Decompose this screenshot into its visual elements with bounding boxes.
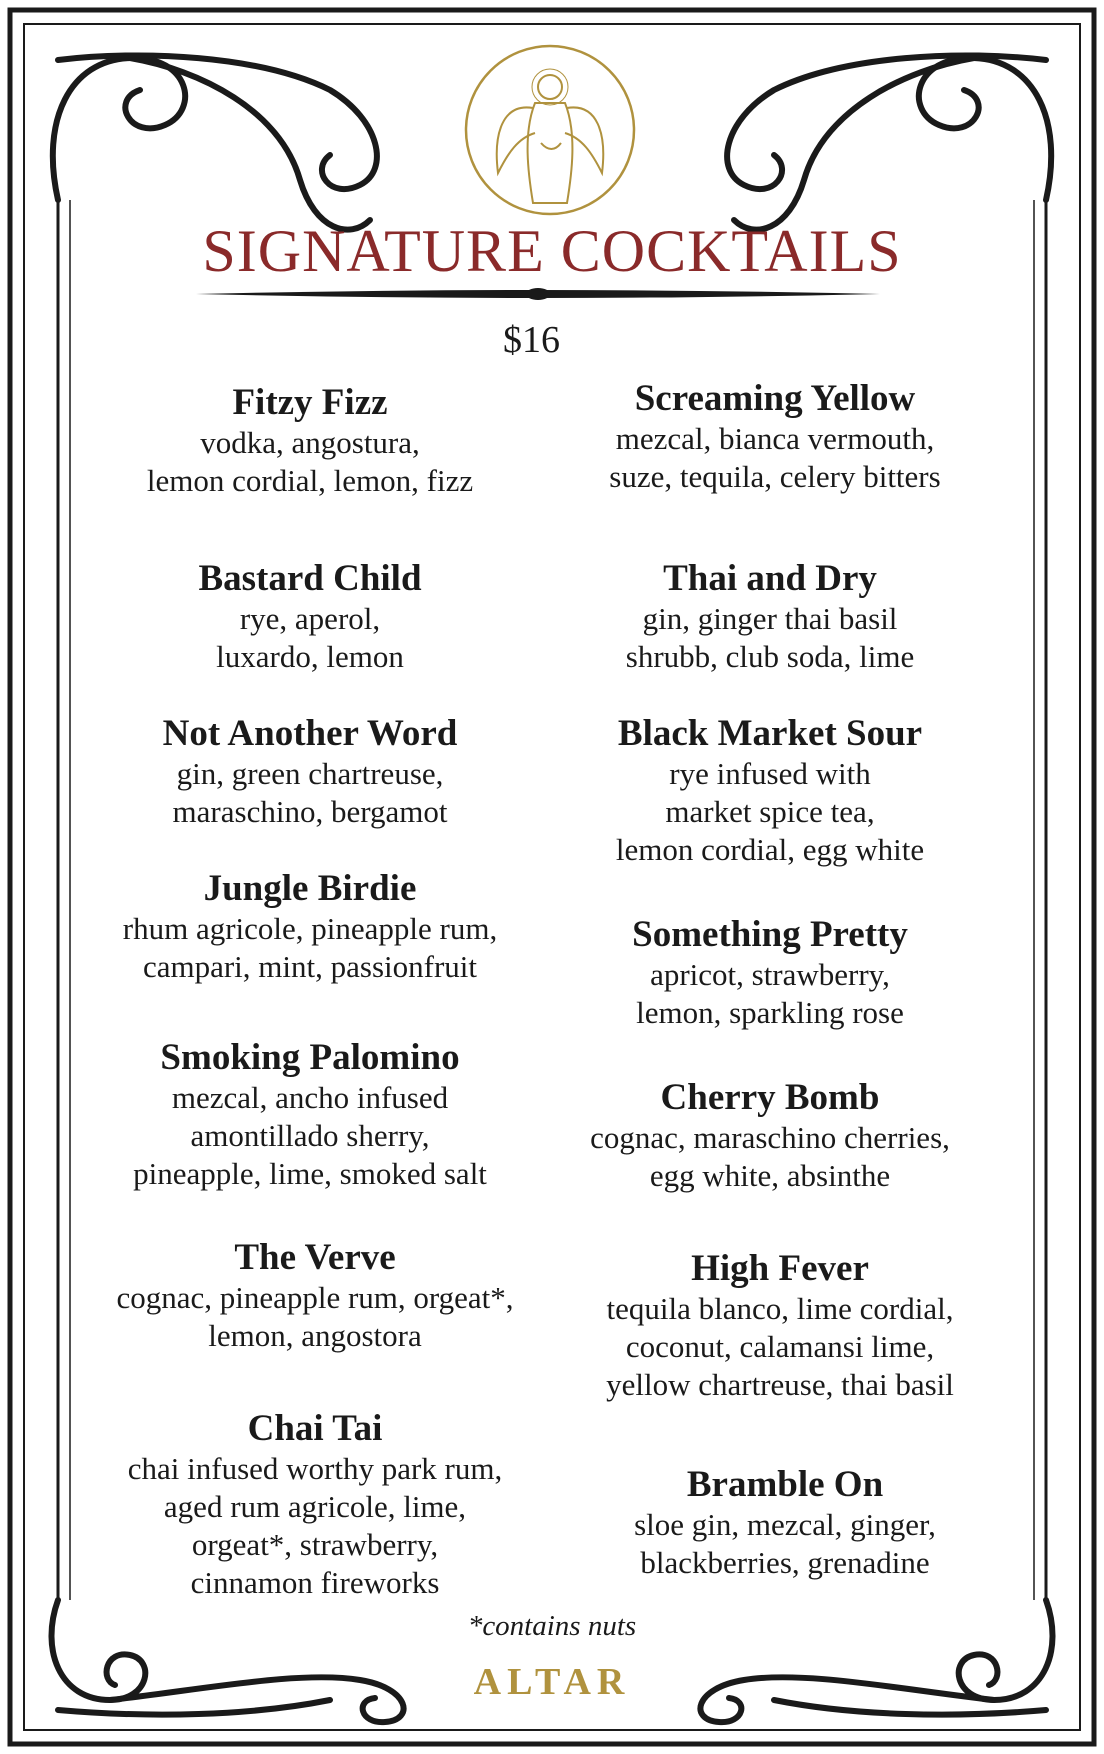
title-divider bbox=[196, 286, 880, 302]
cocktail-ingredients: apricot, strawberry, lemon, sparkling rose bbox=[636, 957, 904, 1030]
price-label: $16 bbox=[503, 319, 560, 361]
cocktail-item bbox=[110, 1037, 510, 1193]
cocktail-ingredients: rhum agricole, pineapple rum, campari, mint, passionfruit bbox=[122, 911, 498, 984]
nut-allergy-footnote: *contains nuts bbox=[467, 1610, 637, 1642]
cocktail-ingredients: gin, ginger thai basil shrubb, club soda, lime bbox=[625, 601, 915, 674]
cocktail-item bbox=[570, 914, 970, 1032]
cocktail-item bbox=[570, 713, 970, 869]
cocktail-item bbox=[570, 1248, 990, 1404]
cocktail-name: Screaming Yellow bbox=[634, 378, 916, 419]
cocktail-ingredients: rye, aperol, luxardo, lemon bbox=[216, 601, 404, 674]
cocktail-item bbox=[580, 1464, 990, 1582]
cocktail-name: Bastard Child bbox=[198, 558, 422, 599]
cocktail-ingredients: mezcal, ancho infused amontillado sherry, pineapple, lime, smoked salt bbox=[133, 1080, 487, 1191]
angel-emblem-icon bbox=[463, 43, 637, 217]
cocktail-name: Bramble On bbox=[686, 1464, 884, 1505]
cocktail-item bbox=[570, 558, 970, 676]
cocktail-ingredients: mezcal, bianca vermouth, suze, tequila, celery bitters bbox=[609, 421, 941, 494]
cocktail-ingredients: tequila blanco, lime cordial, coconut, calamansi lime, yellow chartreuse, thai basil bbox=[606, 1291, 954, 1402]
cocktail-name: Fitzy Fizz bbox=[232, 382, 388, 423]
cocktail-item bbox=[110, 558, 510, 676]
cocktail-item bbox=[110, 382, 510, 500]
cocktail-ingredients: cognac, maraschino cherries, egg white, absinthe bbox=[590, 1120, 950, 1193]
cocktail-ingredients: vodka, angostura, lemon cordial, lemon, fizz bbox=[146, 425, 474, 498]
cocktail-item bbox=[90, 868, 530, 986]
cocktail-name: Thai and Dry bbox=[663, 558, 877, 599]
cocktail-name: Cherry Bomb bbox=[660, 1077, 880, 1118]
cocktail-name: The Verve bbox=[234, 1237, 396, 1278]
cocktail-name: Not Another Word bbox=[162, 713, 458, 754]
cocktail-item bbox=[100, 1408, 530, 1602]
cocktail-ingredients: rye infused with market spice tea, lemon cordial, egg white bbox=[615, 756, 925, 867]
cocktail-item bbox=[560, 1077, 980, 1195]
cocktail-ingredients: cognac, pineapple rum, orgeat*, lemon, angostora bbox=[116, 1280, 514, 1353]
cocktail-name: High Fever bbox=[691, 1248, 869, 1289]
cocktail-item bbox=[110, 713, 510, 831]
cocktail-ingredients: chai infused worthy park rum, aged rum agricole, lime, orgeat*, strawberry, cinnamon fireworks bbox=[127, 1451, 503, 1600]
cocktail-item bbox=[90, 1237, 540, 1355]
cocktail-name: Smoking Palomino bbox=[160, 1037, 460, 1078]
cocktail-name: Jungle Birdie bbox=[203, 868, 417, 909]
cocktail-name: Chai Tai bbox=[247, 1408, 383, 1449]
cocktail-item bbox=[570, 378, 980, 496]
cocktail-name: Black Market Sour bbox=[617, 713, 923, 754]
brand-logo: ALTAR bbox=[473, 1661, 631, 1703]
cocktail-ingredients: sloe gin, mezcal, ginger, blackberries, grenadine bbox=[634, 1507, 936, 1580]
menu-title: SIGNATURE COCKTAILS bbox=[202, 218, 902, 284]
cocktail-ingredients: gin, green chartreuse, maraschino, bergamot bbox=[172, 756, 448, 829]
cocktail-name: Something Pretty bbox=[632, 914, 908, 955]
